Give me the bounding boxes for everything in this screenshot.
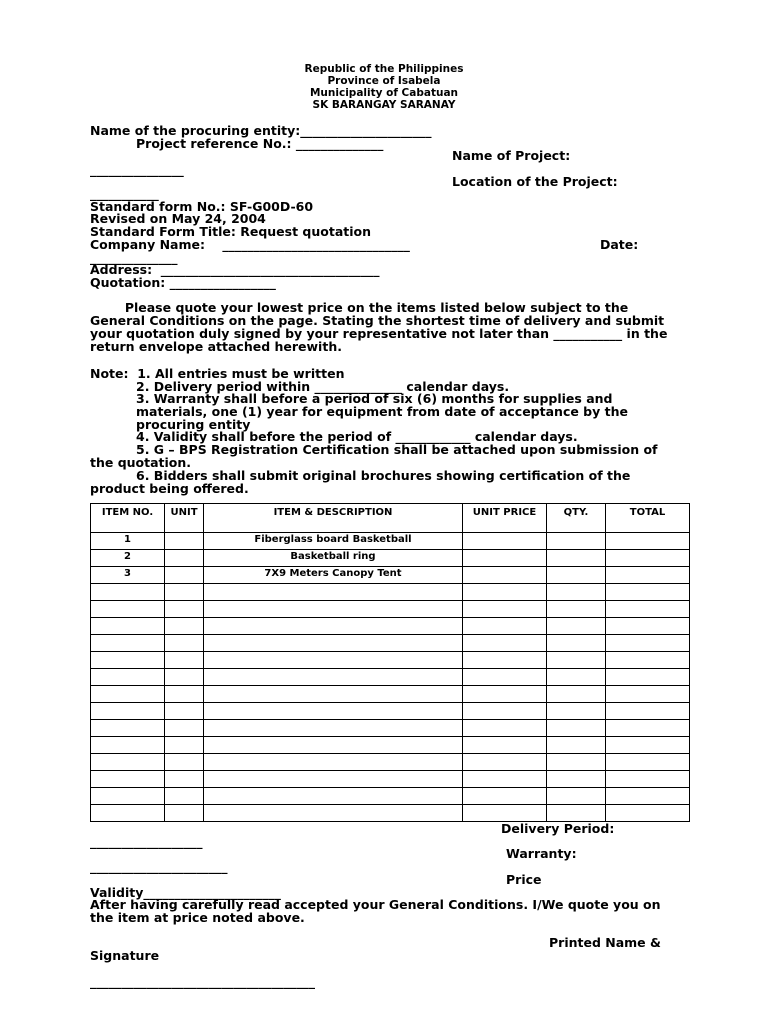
cell-qty — [547, 550, 606, 567]
cell-description — [204, 652, 463, 669]
warranty-blank: ______________________ — [90, 859, 228, 874]
intro-paragraph-line: your quotation duly signed by your representative not later than ___________ in the — [90, 326, 668, 341]
cell-total — [606, 601, 690, 618]
cell-item-no — [91, 601, 165, 618]
cell-total — [606, 720, 690, 737]
cell-unit-price — [463, 771, 547, 788]
cell-item-no — [91, 703, 165, 720]
cell-unit — [165, 635, 204, 652]
note-5: 5. G – BPS Registration Certification shall be attached upon submission of — [136, 442, 658, 457]
table-row — [91, 754, 690, 771]
cell-total — [606, 771, 690, 788]
cell-total — [606, 618, 690, 635]
cell-total — [606, 584, 690, 601]
cell-unit — [165, 618, 204, 635]
header-province: Province of Isabela — [327, 75, 441, 87]
cell-unit — [165, 652, 204, 669]
cell-item-no — [91, 635, 165, 652]
closing-statement: After having carefully read accepted your General Conditions. I/We quote you on — [90, 897, 661, 912]
cell-description: 7X9 Meters Canopy Tent — [204, 567, 463, 584]
cell-description — [204, 584, 463, 601]
note-6: 6. Bidders shall submit original brochures showing certification of the — [136, 468, 631, 483]
cell-unit-price — [463, 601, 547, 618]
cell-qty — [547, 737, 606, 754]
quotation-field: Quotation: _________________ — [90, 275, 276, 290]
note-1: Note: 1. All entries must be written — [90, 366, 345, 381]
project-location-blank: ___________ — [90, 186, 159, 201]
cell-unit-price — [463, 550, 547, 567]
cell-unit-price — [463, 686, 547, 703]
header-barangay: SK BARANGAY SARANAY — [312, 99, 456, 111]
cell-description — [204, 788, 463, 805]
cell-unit — [165, 550, 204, 567]
header-description: ITEM & DESCRIPTION — [204, 504, 463, 533]
cell-total — [606, 550, 690, 567]
cell-unit-price — [463, 720, 547, 737]
table-row — [91, 771, 690, 788]
cell-total — [606, 788, 690, 805]
cell-unit-price — [463, 618, 547, 635]
cell-item-no — [91, 584, 165, 601]
cell-unit — [165, 720, 204, 737]
cell-unit — [165, 533, 204, 550]
cell-qty — [547, 601, 606, 618]
cell-item-no: 3 — [91, 567, 165, 584]
intro-paragraph-line: return envelope attached herewith. — [90, 339, 342, 354]
cell-item-no — [91, 652, 165, 669]
cell-unit — [165, 754, 204, 771]
cell-description — [204, 601, 463, 618]
cell-unit — [165, 737, 204, 754]
cell-unit — [165, 669, 204, 686]
cell-unit — [165, 686, 204, 703]
cell-item-no — [91, 788, 165, 805]
closing-statement-cont: the item at price noted above. — [90, 910, 305, 925]
cell-total — [606, 737, 690, 754]
table-row — [91, 635, 690, 652]
cell-total — [606, 652, 690, 669]
cell-qty — [547, 805, 606, 822]
cell-qty — [547, 754, 606, 771]
intro-paragraph-line: General Conditions on the page. Stating the shortest time of delivery and submit — [90, 313, 665, 328]
project-reference-field: Project reference No.: ______________ — [136, 136, 384, 151]
cell-total — [606, 533, 690, 550]
cell-item-no — [91, 771, 165, 788]
cell-unit — [165, 771, 204, 788]
cell-unit — [165, 788, 204, 805]
cell-description: Basketball ring — [204, 550, 463, 567]
cell-qty — [547, 618, 606, 635]
validity-field: Validity______________________ — [90, 885, 281, 900]
note-4: 4. Validity shall before the period of ____________ calendar days. — [136, 429, 578, 444]
cell-item-no — [91, 754, 165, 771]
table-row — [91, 533, 690, 550]
standard-form-title: Standard Form Title: Request quotation — [90, 224, 372, 239]
cell-unit-price — [463, 754, 547, 771]
standard-form-number: Standard form No.: SF-G00D-60 — [90, 199, 314, 214]
header-country: Republic of the Philippines — [304, 63, 464, 75]
table-row — [91, 805, 690, 822]
header-unit-price: UNIT PRICE — [463, 504, 547, 533]
printed-name-label: Printed Name & — [549, 935, 661, 950]
note-2: 2. Delivery period within ______________ calendar days. — [136, 379, 510, 394]
table-row — [91, 652, 690, 669]
table-header-row — [91, 504, 690, 533]
note-3: 3. Warranty shall before a period of six (6) months for supplies and — [136, 391, 613, 406]
cell-item-no — [91, 737, 165, 754]
table-row — [91, 550, 690, 567]
header-qty: QTY. — [547, 504, 606, 533]
cell-description — [204, 771, 463, 788]
cell-item-no — [91, 720, 165, 737]
cell-item-no — [91, 618, 165, 635]
cell-unit — [165, 805, 204, 822]
cell-unit-price — [463, 584, 547, 601]
table-row — [91, 584, 690, 601]
project-name-label: Name of Project: — [452, 148, 571, 163]
cell-unit — [165, 601, 204, 618]
cell-unit-price — [463, 669, 547, 686]
cell-unit-price — [463, 652, 547, 669]
table-row — [91, 788, 690, 805]
cell-description — [204, 754, 463, 771]
cell-item-no — [91, 686, 165, 703]
cell-description — [204, 618, 463, 635]
note-3-cont: procuring entity — [136, 417, 251, 432]
cell-item-no — [91, 805, 165, 822]
cell-unit-price — [463, 533, 547, 550]
cell-total — [606, 686, 690, 703]
note-3-cont: materials, one (1) year for equipment from date of acceptance by the — [136, 404, 628, 419]
cell-description — [204, 686, 463, 703]
cell-unit-price — [463, 805, 547, 822]
table-row — [91, 703, 690, 720]
cell-unit-price — [463, 788, 547, 805]
table-row — [91, 669, 690, 686]
cell-unit-price — [463, 635, 547, 652]
note-5-cont: the quotation. — [90, 455, 192, 470]
cell-item-no: 1 — [91, 533, 165, 550]
cell-unit-price — [463, 703, 547, 720]
cell-unit — [165, 703, 204, 720]
cell-qty — [547, 669, 606, 686]
items-table — [90, 503, 690, 822]
cell-description — [204, 805, 463, 822]
header-municipality: Municipality of Cabatuan — [309, 87, 459, 99]
cell-total — [606, 703, 690, 720]
signature-label: Signature — [90, 948, 160, 963]
table-row — [91, 686, 690, 703]
intro-paragraph-line: Please quote your lowest price on the items listed below subject to the — [90, 300, 629, 315]
cell-qty — [547, 567, 606, 584]
delivery-period-label: Delivery Period: — [501, 821, 615, 836]
table-row — [91, 618, 690, 635]
header-unit: UNIT — [165, 504, 204, 533]
procuring-entity-field: Name of the procuring entity:_____________________ — [90, 123, 432, 138]
cell-qty — [547, 652, 606, 669]
table-row — [91, 567, 690, 584]
header-total: TOTAL — [606, 504, 690, 533]
cell-unit-price — [463, 567, 547, 584]
cell-qty — [547, 533, 606, 550]
delivery-period-blank: __________________ — [90, 834, 203, 849]
cell-description — [204, 669, 463, 686]
cell-item-no: 2 — [91, 550, 165, 567]
cell-qty — [547, 771, 606, 788]
cell-description — [204, 703, 463, 720]
cell-qty — [547, 788, 606, 805]
header-item-no: ITEM NO. — [91, 504, 165, 533]
project-name-blank: _______________ — [90, 162, 184, 177]
cell-unit — [165, 567, 204, 584]
table-row — [91, 601, 690, 618]
price-label: Price — [506, 872, 542, 887]
cell-qty — [547, 703, 606, 720]
cell-description — [204, 720, 463, 737]
cell-qty — [547, 584, 606, 601]
signature-line: ____________________________________ — [90, 974, 315, 989]
cell-qty — [547, 720, 606, 737]
project-location-label: Location of the Project: — [452, 174, 618, 189]
cell-unit-price — [463, 737, 547, 754]
cell-description — [204, 635, 463, 652]
table-row — [91, 737, 690, 754]
cell-description: Fiberglass board Basketball — [204, 533, 463, 550]
warranty-label: Warranty: — [506, 846, 577, 861]
cell-total — [606, 754, 690, 771]
cell-total — [606, 805, 690, 822]
cell-description — [204, 737, 463, 754]
date-label: Date: — [600, 237, 639, 252]
cell-unit — [165, 584, 204, 601]
date-blank: ______________ — [90, 250, 178, 265]
cell-item-no — [91, 669, 165, 686]
table-row — [91, 720, 690, 737]
cell-total — [606, 635, 690, 652]
address-field: Address: ___________________________________ — [90, 262, 380, 277]
cell-qty — [547, 686, 606, 703]
company-name-field: Company Name: ______________________________ — [90, 237, 410, 252]
cell-total — [606, 669, 690, 686]
cell-total — [606, 567, 690, 584]
cell-qty — [547, 635, 606, 652]
note-6-cont: product being offered. — [90, 481, 249, 496]
revision-date: Revised on May 24, 2004 — [90, 211, 266, 226]
